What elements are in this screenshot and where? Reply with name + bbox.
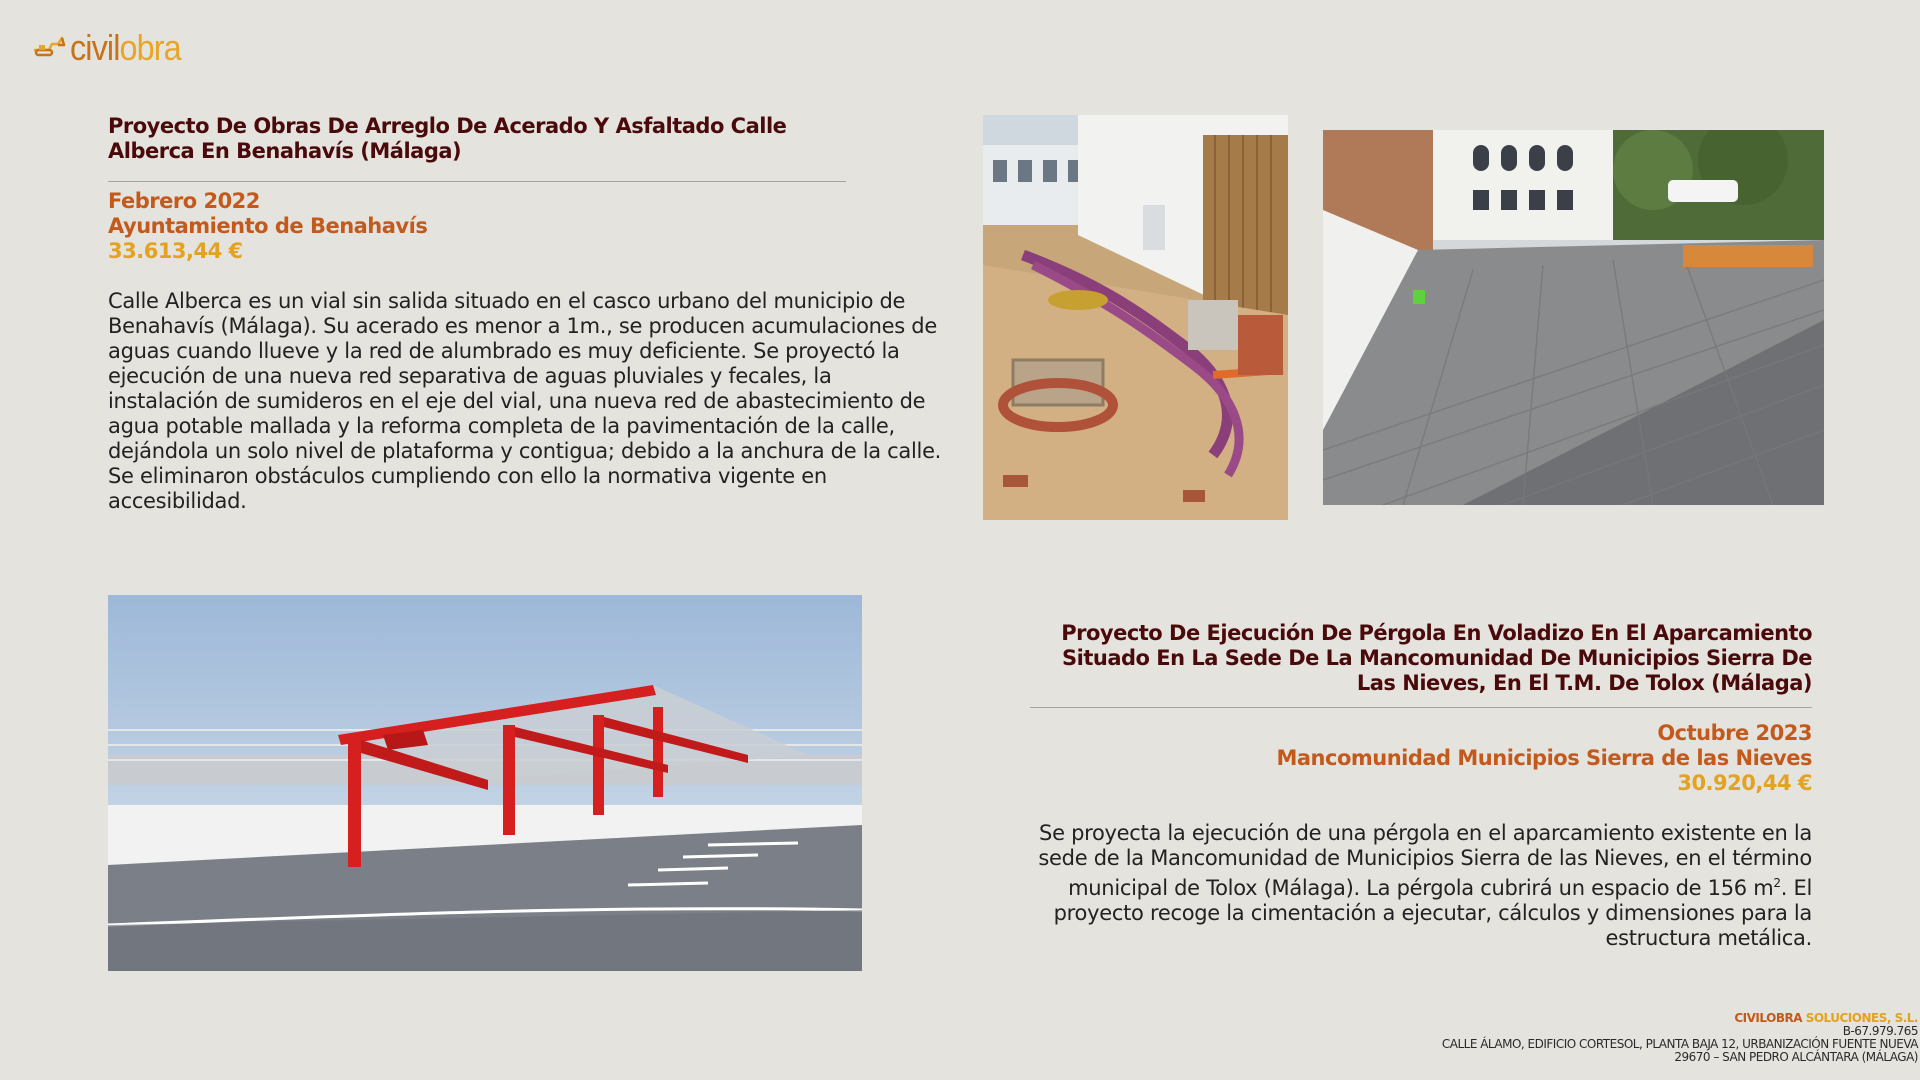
- project-1-amount: 33.613,44 €: [108, 239, 243, 263]
- project-1-divider: [108, 181, 846, 182]
- project-1-meta: [108, 189, 427, 264]
- project-2-date: Octubre 2023: [1657, 721, 1812, 745]
- company-logo: [32, 28, 193, 68]
- project-1-title: Proyecto De Obras De Arreglo De Acerado Y Asfaltado Calle Alberca En Benahavís (Málaga): [108, 114, 787, 163]
- footer-address: CALLE ÁLAMO, EDIFICIO CORTESOL, PLANTA BAJA 12, URBANIZACIÓN FUENTE NUEVA: [1441, 1037, 1918, 1051]
- project-2-title: Proyecto De Ejecución De Pérgola En Voladizo En El Aparcamiento Situado En La Sede De La Mancomunidad De Municipios Sierra De Las Nieves, En El T.M. De Tolox (Málaga): [1061, 621, 1812, 695]
- project-2-divider: [1030, 707, 1812, 708]
- photo-pergola-render: [108, 595, 862, 971]
- footer-company-name: CIVILOBRA SOLUCIONES, S.L.: [1734, 1011, 1918, 1025]
- logo-text: civilobra: [70, 27, 181, 68]
- project-1-client: Ayuntamiento de Benahavís: [108, 214, 428, 238]
- excavator-icon: [32, 36, 66, 60]
- project-2-client: Mancomunidad Municipios Sierra de las Nieves: [1276, 746, 1812, 770]
- project-2-meta: [1276, 721, 1812, 796]
- photo-paved-street: [1323, 130, 1824, 505]
- project-1-date: Febrero 2022: [108, 189, 260, 213]
- footer-cif: B-67.979.765: [1842, 1024, 1918, 1038]
- photo-construction-trench: [983, 115, 1288, 520]
- project-2-description: Se proyecta la ejecución de una pérgola en el aparcamiento existente en la sede de la Mancomunidad de Municipios Sierra de las Nieves, en el término municipal de Tolox (Málaga). La pérgola cubrirá un espacio de 156 $m^2$. El proyecto recoge la cimentación a ejecutar, cálculos y dimensiones para la estructura metálica.: [1038, 821, 1812, 950]
- company-footer: [1442, 1012, 1918, 1064]
- footer-city: 29670 – SAN PEDRO ALCÁNTARA (MÁLAGA): [1674, 1050, 1918, 1064]
- project-2-amount: 30.920,44 €: [1677, 771, 1812, 795]
- project-1-description: Calle Alberca es un vial sin salida situado en el casco urbano del municipio de Benahavís (Málaga). Su acerado es menor a 1m., se producen acumulaciones de aguas cuando llueve y la red de alumbrado es muy deficiente. Se proyectó la ejecución de una nueva red separativa de aguas pluviales y fecales, la instalación de sumideros en el eje del vial, una nueva red de abastecimiento de agua potable mallada y la reforma completa de la pavimentación de la calle, dejándola un solo nivel de plataforma y contigua; debido a la anchura de la calle. Se eliminaron obstáculos cumpliendo con ello la normativa vigente en accesibilidad.: [108, 289, 942, 513]
